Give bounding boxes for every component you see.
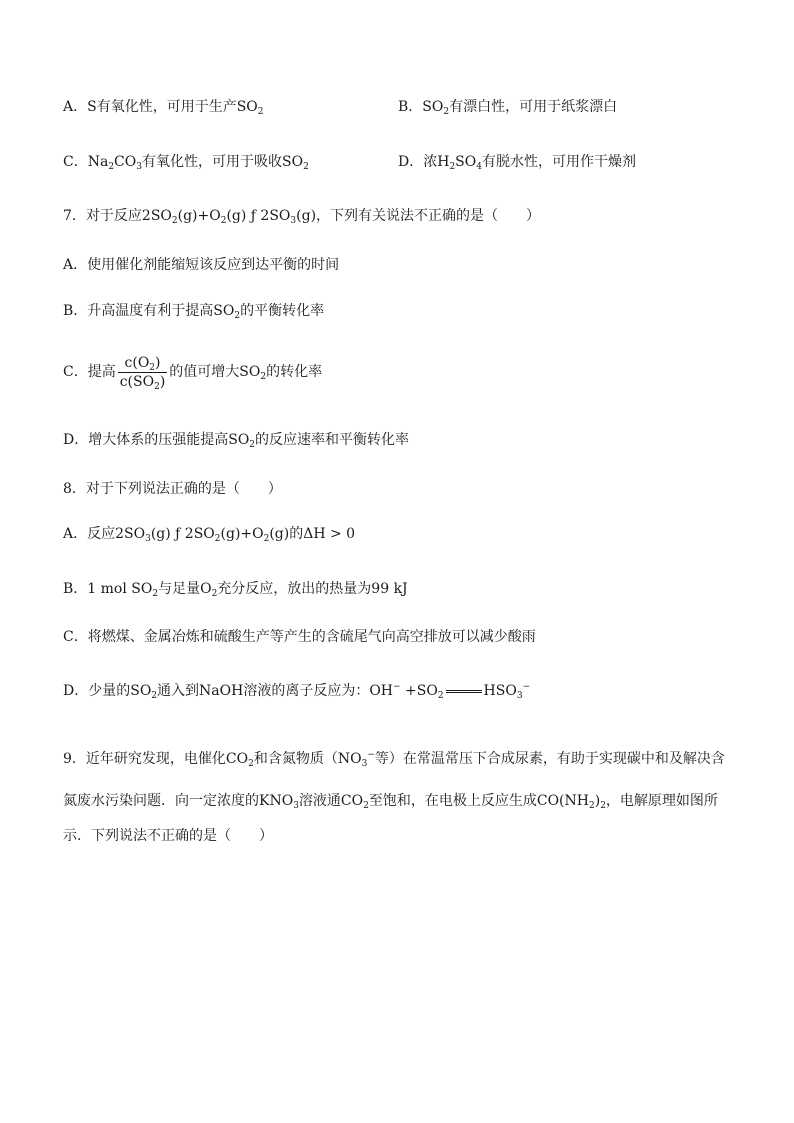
q9-line-3: 示．下列说法不正确的是（ ） — [63, 828, 273, 844]
q6-option-c: C．$Na_2CO_3$有氧化性，可用于吸收$SO_2$ — [63, 154, 309, 172]
q7-option-b: B．升高温度有利于提高$SO_2$的平衡转化率 — [63, 303, 325, 321]
q8-option-c: C．将燃煤、金属冶炼和硫酸生产等产生的含硫尾气向高空排放可以减少酸雨 — [63, 629, 536, 645]
q7-option-c: C．提高 $\frac{c(O_2)}{c(SO_2)}$ 的值可增大$SO_2$的转化率 — [63, 354, 323, 392]
q7-stem: 7．对于反应$2SO_2(g)+O_2(g)$ ƒ $2SO_3(g)$，下列有关说法不正确的是（ ） — [63, 208, 541, 226]
q6-option-a: A．S有氧化性，可用于生产$SO_2$ — [63, 99, 264, 117]
q8-stem: 8．对于下列说法正确的是（ ） — [63, 481, 282, 497]
q6-option-d: D．浓$H_2SO_4$有脱水性，可用作干燥剂 — [398, 154, 636, 172]
q8-option-a: A．反应$2SO_3(g)$ ƒ $2SO_2(g)+O_2(g)$的ΔH > 0 — [63, 526, 356, 544]
q7-option-d: D．增大体系的压强能提高$SO_2$的反应速率和平衡转化率 — [63, 432, 410, 450]
concentration-ratio-fraction: $\frac{c(O_2)}{c(SO_2)}$ — [119, 354, 166, 392]
q8-option-b: B．1 mol $SO_2$与足量$O_2$充分反应，放出的热量为99 kJ — [63, 581, 408, 599]
q7-option-a: A．使用催化剂能缩短该反应到达平衡的时间 — [63, 257, 340, 273]
q9-line-1: 9．近年研究发现，电催化$CO_2$和含氮物质（$NO_3^-$等）在常温常压下合成尿素，有助于实现碳中和及解决含 — [63, 750, 725, 769]
q9-line-2: 氮废水污染问题．向一定浓度的$KNO_3$溶液通$CO_2$至饱和，在电极上反应生成$CO(NH_2)_2$，电解原理如图所 — [63, 793, 718, 811]
q6-option-b: B．$SO_2$有漂白性，可用于纸浆漂白 — [398, 99, 618, 117]
q8-option-d: D．少量的$SO_2$通入到NaOH溶液的离子反应为：$OH^- +SO_2$ $HSO_3^-$ — [63, 682, 531, 701]
equals-arrow — [446, 690, 482, 693]
